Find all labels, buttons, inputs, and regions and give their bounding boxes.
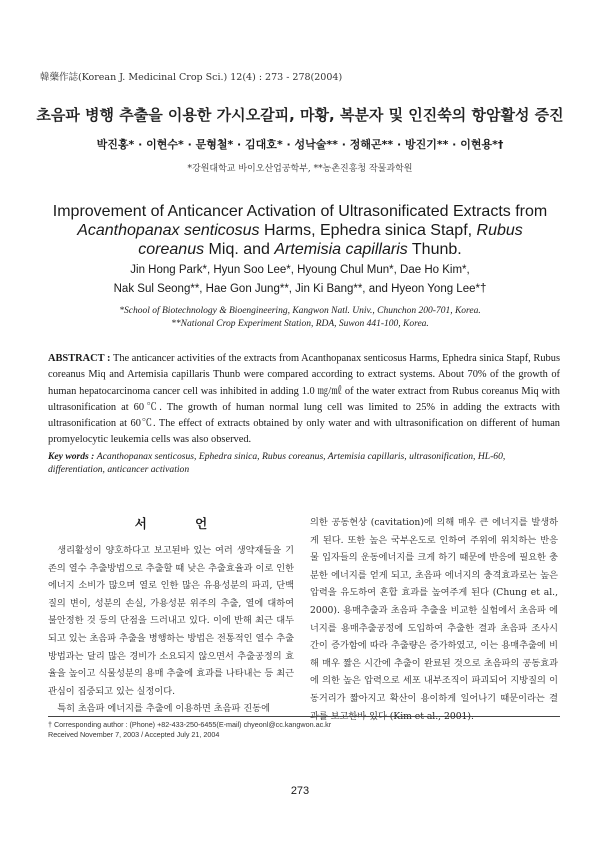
corresponding-author: † Corresponding author : (Phone) +82-433-250-6455(E-mail) chyeonl@cc.kangwon.ac.kr (48, 720, 332, 729)
english-authors-line2: Nak Sul Seong**, Hae Gon Jung**, Jin Ki Bang**, and Hyeon Yong Lee*† (113, 283, 487, 295)
section-heading-introduction: 서 언 (134, 516, 230, 531)
keywords-text: Acanthopanax senticosus, Ephedra sinica, Rubus coreanus, Artemisia capillaris, ultrasonification, HL-60, differentiation, anticancer activation (48, 451, 506, 475)
keywords (48, 450, 560, 476)
english-title (30, 202, 570, 259)
english-affiliation-line1: *School of Biotechnology & Bioengineering, Kangwon Natl. Univ., Chunchon 200-701, Korea. (119, 306, 481, 316)
keywords-label: Key words : (48, 451, 95, 462)
korean-title: 초음파 병행 추출을 이용한 가시오갈피, 마황, 복분자 및 인진쑥의 항암활성 증진 (36, 106, 564, 124)
page-number: 273 (290, 785, 310, 797)
abstract-label: ABSTRACT : (48, 353, 111, 364)
left-column (48, 514, 294, 718)
english-authors-line1: Jin Hong Park*, Hyun Soo Lee*, Hyoung Chul Mun*, Dae Ho Kim*, (130, 264, 470, 276)
footnote-divider (48, 716, 560, 717)
title-line3-end: Thunb. (407, 241, 462, 258)
species-artemisia: Artemisia capillaris (274, 241, 408, 258)
english-title-line1: Improvement of Anticancer Activation of Ultrasonificated Extracts from (52, 203, 548, 220)
title-line3-mid: Miq. and (204, 241, 275, 258)
footnote (48, 720, 560, 740)
species-rubus: Rubus (476, 222, 523, 239)
right-column (310, 514, 558, 725)
received-dates: Received November 7, 2003 / Accepted July 21, 2004 (48, 730, 220, 739)
intro-paragraph-1: 생리활성이 양호하다고 보고된바 있는 여러 생약재들을 기존의 열수 추출방법으로 추출할 때 낮은 추출효율과 이로 인한 에너지 소비가 많으며 열로 인한 많은 유용성분의 파괴, 단백질의 변이, 성분의 손실, 가용성분 위주의 추출, 열에 대하여 불안정한 것 등의 단점을 드러내고 있다. 이에 반해 최근 대두되고 있는 초음파 추출을 병행하는 방법은 전통적인 열수 추출방법과는 달리 많은 경비가 소요되지 않으면서 추출공정의 효율을 높이고 식물성분의 용매 추출에 효과를 나타내는 등 최근 관심이 집중되고 있는 실정이다. (48, 545, 294, 697)
left-column-text (48, 542, 294, 718)
english-affiliation (40, 305, 560, 331)
title-line2-rest: Harms, Ephedra sinica Stapf, (259, 222, 477, 239)
korean-authors: 박진홍* · 이현수* · 문형철* · 김대호* · 성낙술** · 정해곤** · 방진기** · 이현용*† (96, 138, 504, 151)
species-acanthopanax: Acanthopanax senticosus (77, 222, 260, 239)
species-coreanus: coreanus (138, 241, 205, 258)
intro-paragraph-continued: 의한 공동현상 (cavitation)에 의해 매우 큰 에너지를 발생하게 된다. 또한 높은 국부온도로 인하여 주위에 위치하는 반응물 입자들의 운동에너지를 크게 하기 때문에 반응에 필요한 충분한 에너지를 얻게 되고, 초음파 에너지의 충격효과로는 높은 압력을 유도하여 혼합 효과를 높여주게 된다 (Chung et al., 2000). 용매추출과 초음파 추출을 비교한 실험에서 초음파 에너지를 용매추출공정에 도입하여 추출한 결과 초음파 조사시간이 증가함에 따라 추출량은 증가하였고, 이는 용매추출에 비해 매우 짧은 시간에 추출이 완료된 것으로 초음파의 공동효과에 의한 높은 압력으로 세포 내부조직이 파괴되어 지방질의 이동거리가 짧아지고 확산이 용이하게 일어나기 때문이라는 결과를 보고한바 있다 (Kim et al., 2001). (310, 517, 558, 722)
english-title-line2 (30, 221, 570, 240)
intro-paragraph-2: 특히 초음파 에너지를 추출에 이용하면 초음파 진동에 (57, 703, 270, 715)
korean-affiliation: *강원대학교 바이오산업공학부, **농촌진흥청 작물과학원 (187, 164, 413, 174)
abstract-text: The anticancer activities of the extracts from Acanthopanax senticosus Harms, Ephedra sinica Stapf, Rubus coreanus Miq and Artemisia capillaris Thunb were compared according to extract systems. About 70% of the growth of human hepatocarcinoma cancer cell was inhibited in adding 1.0 ㎎/㎖ of the water extract from Rubus coreanus Miq with ultrasonification at 60℃. The growth of human normal lung cell was limited to 25% in adding the extracts with ultrasonification at 60℃. The effect of extracts obtained by only water and with ultrasonification on different of human promyelocytic leukemia cells was also observed. (48, 353, 560, 446)
right-column-text (310, 514, 558, 725)
english-affiliation-line2: **National Crop Experiment Station, RDA, Suwon 441-100, Korea. (171, 319, 429, 329)
english-title-line3 (30, 240, 570, 259)
journal-reference: 韓藥作誌(Korean J. Medicinal Crop Sci.) 12(4) : 273 - 278(2004) (40, 72, 343, 83)
abstract (48, 351, 560, 449)
english-authors (40, 261, 560, 299)
